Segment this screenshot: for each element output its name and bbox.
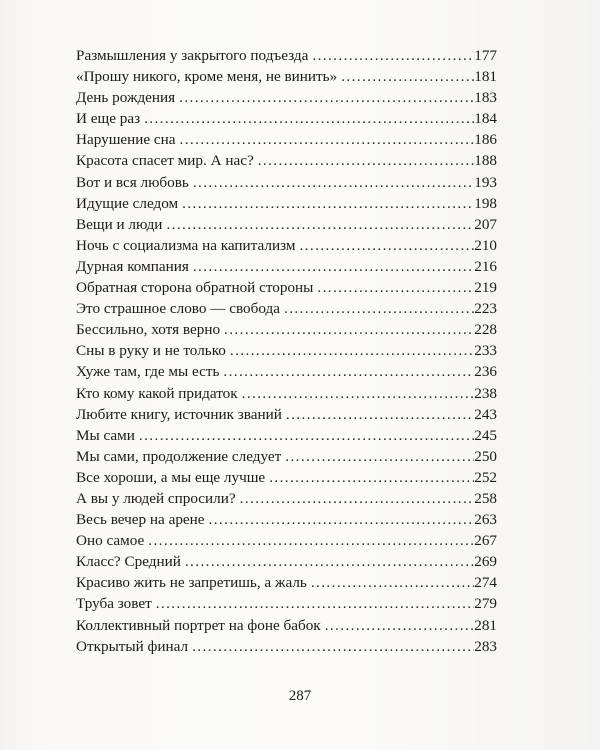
page-number: 287	[288, 688, 312, 704]
toc-entry-title: И еще раз	[76, 110, 141, 128]
dot-leader	[313, 277, 474, 298]
toc-entry-title: Труба зовет	[76, 595, 152, 613]
toc-entry	[76, 446, 497, 467]
dot-leader	[282, 404, 474, 425]
toc-entry-page: 233	[474, 342, 497, 360]
toc-entry	[76, 404, 497, 425]
dot-leader	[265, 467, 474, 488]
toc-entry	[76, 383, 497, 404]
toc-entry	[76, 615, 497, 636]
toc-entry	[76, 193, 497, 214]
dot-leader	[140, 108, 474, 129]
toc-entry-page: 216	[474, 257, 497, 275]
toc-entry	[76, 45, 497, 66]
toc-entry-title: Обратная сторона обратной стороны	[76, 279, 314, 297]
toc-entry-page: 181	[474, 68, 497, 86]
toc-entry-title: Вот и вся любовь	[76, 173, 189, 191]
toc-entry	[76, 467, 497, 488]
dot-leader	[281, 446, 474, 467]
dot-leader	[189, 172, 474, 193]
dot-leader	[205, 509, 475, 530]
toc-entry-title: Открытый финал	[76, 637, 189, 655]
toc-entry	[76, 150, 497, 171]
dot-leader	[162, 214, 474, 235]
toc-entry-title: А вы у людей спросили?	[76, 489, 236, 507]
toc-entry-title: Сны в руку и не только	[76, 342, 226, 360]
toc-entry-page: 186	[474, 131, 497, 149]
toc-entry	[76, 361, 497, 382]
toc-entry-page: 210	[474, 236, 497, 254]
toc-entry-page: 219	[474, 279, 497, 297]
toc-entry-page: 228	[474, 321, 497, 339]
toc-entry-page: 177	[474, 47, 497, 64]
toc-entry-page: 283	[474, 637, 497, 655]
toc-entry-title: Нарушение сна	[76, 131, 176, 149]
toc-entry-page: 236	[474, 363, 497, 381]
dot-leader	[189, 256, 474, 277]
toc-entry-title: Дурная компания	[76, 257, 189, 275]
toc-entry-title: Бессильно, хотя верно	[76, 321, 221, 339]
dot-leader	[307, 572, 474, 593]
toc-entry	[76, 551, 497, 572]
toc-entry	[76, 572, 497, 593]
dot-leader	[135, 425, 474, 446]
toc-entry	[76, 509, 497, 530]
toc-entry-title: Ночь с социализма на капитализм	[76, 236, 296, 254]
toc-entry-title: День рождения	[76, 89, 176, 107]
toc-entry	[76, 87, 497, 108]
toc-entry	[76, 277, 497, 298]
toc-entry-page: 193	[474, 173, 497, 191]
dot-leader	[295, 235, 474, 256]
toc-entry-title: Коллективный портрет на фоне бабок	[76, 616, 321, 634]
toc-entry-page: 198	[474, 194, 497, 212]
toc-entry-title: Любите книгу, источник званий	[76, 405, 282, 423]
toc-entry-title: Это страшное слово — свобода	[76, 300, 281, 318]
toc-entry-title: Класс? Средний	[76, 553, 181, 571]
toc-entry-title: Оно самое	[76, 532, 145, 550]
toc-entry	[76, 636, 497, 657]
dot-leader	[220, 319, 474, 340]
toc-entry	[76, 129, 497, 150]
toc-entry-page: 274	[474, 574, 497, 592]
dot-leader	[254, 150, 475, 171]
toc-entry-title: «Прошу никого, кроме меня, не винить»	[76, 68, 338, 86]
toc-entry	[76, 340, 497, 361]
toc-entry-title: Весь вечер на арене	[76, 511, 205, 529]
toc-entry-page: 252	[474, 468, 497, 486]
toc-entry	[76, 425, 497, 446]
toc-entry-title: Хуже там, где мы есть	[76, 363, 220, 381]
toc-entry	[76, 235, 497, 256]
toc-entry	[76, 298, 497, 319]
dot-leader	[219, 361, 474, 382]
dot-leader	[175, 87, 474, 108]
toc-entry-page: 183	[474, 89, 497, 107]
toc-entry	[76, 214, 497, 235]
toc-entry-page: 188	[474, 152, 497, 170]
toc-entry-page: 281	[474, 616, 497, 634]
toc-entry	[76, 108, 497, 129]
toc-entry-title: Вещи и люди	[76, 215, 163, 233]
dot-leader	[226, 340, 474, 361]
dot-leader	[178, 193, 474, 214]
toc-entry	[76, 256, 497, 277]
toc-entry-title: Красота спасет мир. А нас?	[76, 152, 254, 170]
dot-leader	[188, 636, 474, 657]
toc-entry-page: 184	[474, 110, 497, 128]
toc-entry-page: 267	[474, 532, 497, 550]
toc-entry	[76, 172, 497, 193]
toc-entry-page: 250	[474, 447, 497, 465]
toc-entry	[76, 66, 497, 87]
toc-entry-title: Красиво жить не запретишь, а жаль	[76, 574, 307, 592]
toc-entry-page: 223	[474, 300, 497, 318]
toc-entry-title: Все хороши, а мы еще лучше	[76, 468, 266, 486]
dot-leader	[152, 593, 475, 614]
toc-entry-title: Идущие следом	[76, 194, 179, 212]
toc-entry-page: 207	[474, 215, 497, 233]
dot-leader	[321, 615, 475, 636]
toc-entry-page: 238	[474, 384, 497, 402]
toc-entry-title: Размышления у закрытого подъезда	[76, 47, 309, 64]
dot-leader	[308, 45, 474, 66]
dot-leader	[181, 551, 474, 572]
toc-entry-page: 258	[474, 489, 497, 507]
toc-entry	[76, 530, 497, 551]
toc-entry-page: 245	[474, 426, 497, 444]
toc-entry-page: 243	[474, 405, 497, 423]
dot-leader	[144, 530, 474, 551]
toc-entry	[76, 488, 497, 509]
toc-entry-page: 263	[474, 511, 497, 529]
toc-entry-title: Мы сами	[76, 426, 135, 444]
toc-entry	[76, 593, 497, 614]
toc-entry	[76, 319, 497, 340]
dot-leader	[280, 298, 474, 319]
dot-leader	[337, 66, 474, 87]
dot-leader	[176, 129, 475, 150]
dot-leader	[238, 383, 475, 404]
toc-entry-title: Кто кому какой придаток	[76, 384, 238, 402]
toc-entry-title: Мы сами, продолжение следует	[76, 447, 282, 465]
table-of-contents	[76, 45, 497, 657]
toc-entry-page: 279	[474, 595, 497, 613]
toc-entry-page: 269	[474, 553, 497, 571]
dot-leader	[236, 488, 475, 509]
